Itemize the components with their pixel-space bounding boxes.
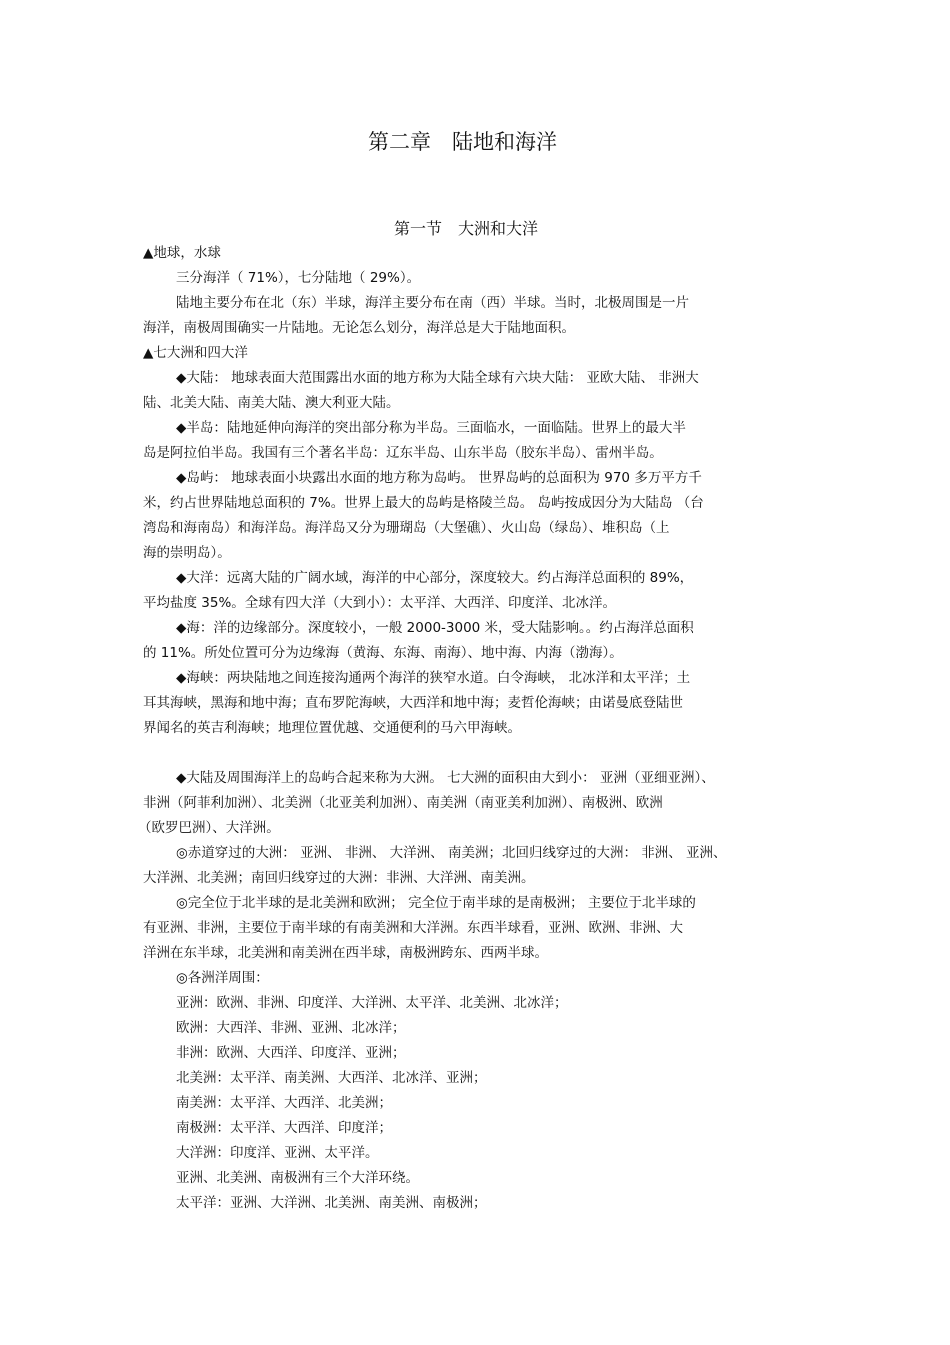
line-25: 大洋洲、北美洲；南回归线穿过的大洲：非洲、大洋洲、南美洲。 — [143, 870, 535, 886]
line-31: 欧洲：大西洋、非洲、亚洲、北冰洋； — [176, 1020, 406, 1036]
line-14: ◆大洋：远离大陆的广阔水域，海洋的中心部分，深度较大。约占海洋总面积的 89%， — [176, 570, 694, 586]
line-13: 海的崇明岛）。 — [143, 545, 231, 561]
line-37: 亚洲、北美洲、南极洲有三个大洋环绕。 — [176, 1170, 419, 1186]
line-18: ◆海峡：两块陆地之间连接沟通两个海洋的狭窄水道。白令海峡， 北冰洋和太平洋；土 — [176, 670, 691, 686]
line-35: 南极洲：太平洋、大西洋、印度洋； — [176, 1120, 392, 1136]
line-6: ◆大陆： 地球表面大范围露出水面的地方称为大陆全球有六块大陆： 亚欧大陆、 非洲大 — [176, 370, 699, 386]
line-10: ◆岛屿： 地球表面小块露出水面的地方称为岛屿。 世界岛屿的总面积为 970 多万平方千 — [176, 470, 702, 486]
line-36: 大洋洲：印度洋、亚洲、太平洋。 — [176, 1145, 379, 1161]
line-26: ◎完全位于北半球的是北美洲和欧洲； 完全位于南半球的是南极洲； 主要位于北半球的 — [176, 895, 696, 911]
line-8: ◆半岛：陆地延伸向海洋的突出部分称为半岛。三面临水，一面临陆。世界上的最大半 — [176, 420, 686, 436]
line-27: 有亚洲、非洲，主要位于南半球的有南美洲和大洋洲。东西半球看，亚洲、欧洲、非洲、大 — [143, 920, 683, 936]
chapter-title: 第二章 陆地和海洋 — [368, 130, 557, 154]
line-12: 湾岛和海南岛）和海洋岛。海洋岛又分为珊瑚岛（大堡礁）、火山岛（绿岛）、堆积岛（上 — [143, 520, 670, 536]
line-15: 平均盐度 35%。全球有四大洋（大到小）：太平洋、大西洋、印度洋、北冰洋。 — [143, 595, 617, 611]
line-24: ◎赤道穿过的大洲： 亚洲、 非洲、 大洋洲、 南美洲；北回归线穿过的大洲： 非洲、 亚洲、 — [176, 845, 727, 861]
line-32: 非洲：欧洲、大西洋、印度洋、亚洲； — [176, 1045, 406, 1061]
line-30: 亚洲：欧洲、非洲、印度洋、大洋洲、太平洋、北美洲、北冰洋； — [176, 995, 568, 1011]
line-7: 陆、北美大陆、南美大陆、澳大利亚大陆。 — [143, 395, 400, 411]
line-23: （欧罗巴洲）、大洋洲。 — [138, 820, 280, 836]
line-33: 北美洲：太平洋、南美洲、大西洋、北冰洋、亚洲； — [176, 1070, 487, 1086]
line-38: 太平洋：亚洲、大洋洲、北美洲、南美洲、南极洲； — [176, 1195, 487, 1211]
line-9: 岛是阿拉伯半岛。我国有三个著名半岛：辽东半岛、山东半岛（胶东半岛）、雷州半岛。 — [143, 445, 663, 461]
line-19: 耳其海峡，黑海和地中海；直布罗陀海峡，大西洋和地中海；麦哲伦海峡；由诺曼底登陆世 — [143, 695, 683, 711]
line-34: 南美洲：太平洋、大西洋、北美洲； — [176, 1095, 392, 1111]
section-title: 第一节 大洲和大洋 — [394, 219, 539, 238]
line-2: 三分海洋（ 71%），七分陆地（ 29%）。 — [176, 270, 421, 286]
line-28: 洋洲在东半球，北美洲和南美洲在西半球，南极洲跨东、西两半球。 — [143, 945, 548, 961]
line-4: 海洋，南极周围确实一片陆地。无论怎么划分，海洋总是大于陆地面积。 — [143, 320, 575, 336]
line-16: ◆海：洋的边缘部分。深度较小，一般 2000-3000 米，受大陆影响。。约占海洋总面积 — [176, 620, 694, 636]
line-29: ◎各洲洋周围： — [176, 970, 269, 986]
line-5: ▲七大洲和四大洋 — [143, 345, 248, 361]
line-3: 陆地主要分布在北（东）半球，海洋主要分布在南（西）半球。当时，北极周围是一片 — [176, 295, 689, 311]
line-17: 的 11%。所处位置可分为边缘海（黄海、东海、南海）、地中海、内海（渤海）。 — [143, 645, 623, 661]
line-22: 非洲（阿菲利加洲）、北美洲（北亚美利加洲）、南美洲（南亚美利加洲）、南极洲、欧洲 — [143, 795, 663, 811]
line-20: 界闻名的英吉利海峡；地理位置优越、交通便利的马六甲海峡。 — [143, 720, 521, 736]
line-21: ◆大陆及周围海洋上的岛屿合起来称为大洲。 七大洲的面积由大到小： 亚洲（亚细亚洲）、 — [176, 770, 715, 786]
line-11: 米，约占世界陆地总面积的 7%。世界上最大的岛屿是格陵兰岛。 岛屿按成因分为大陆岛 （台 — [143, 495, 704, 511]
line-1: ▲地球，水球 — [143, 245, 221, 261]
